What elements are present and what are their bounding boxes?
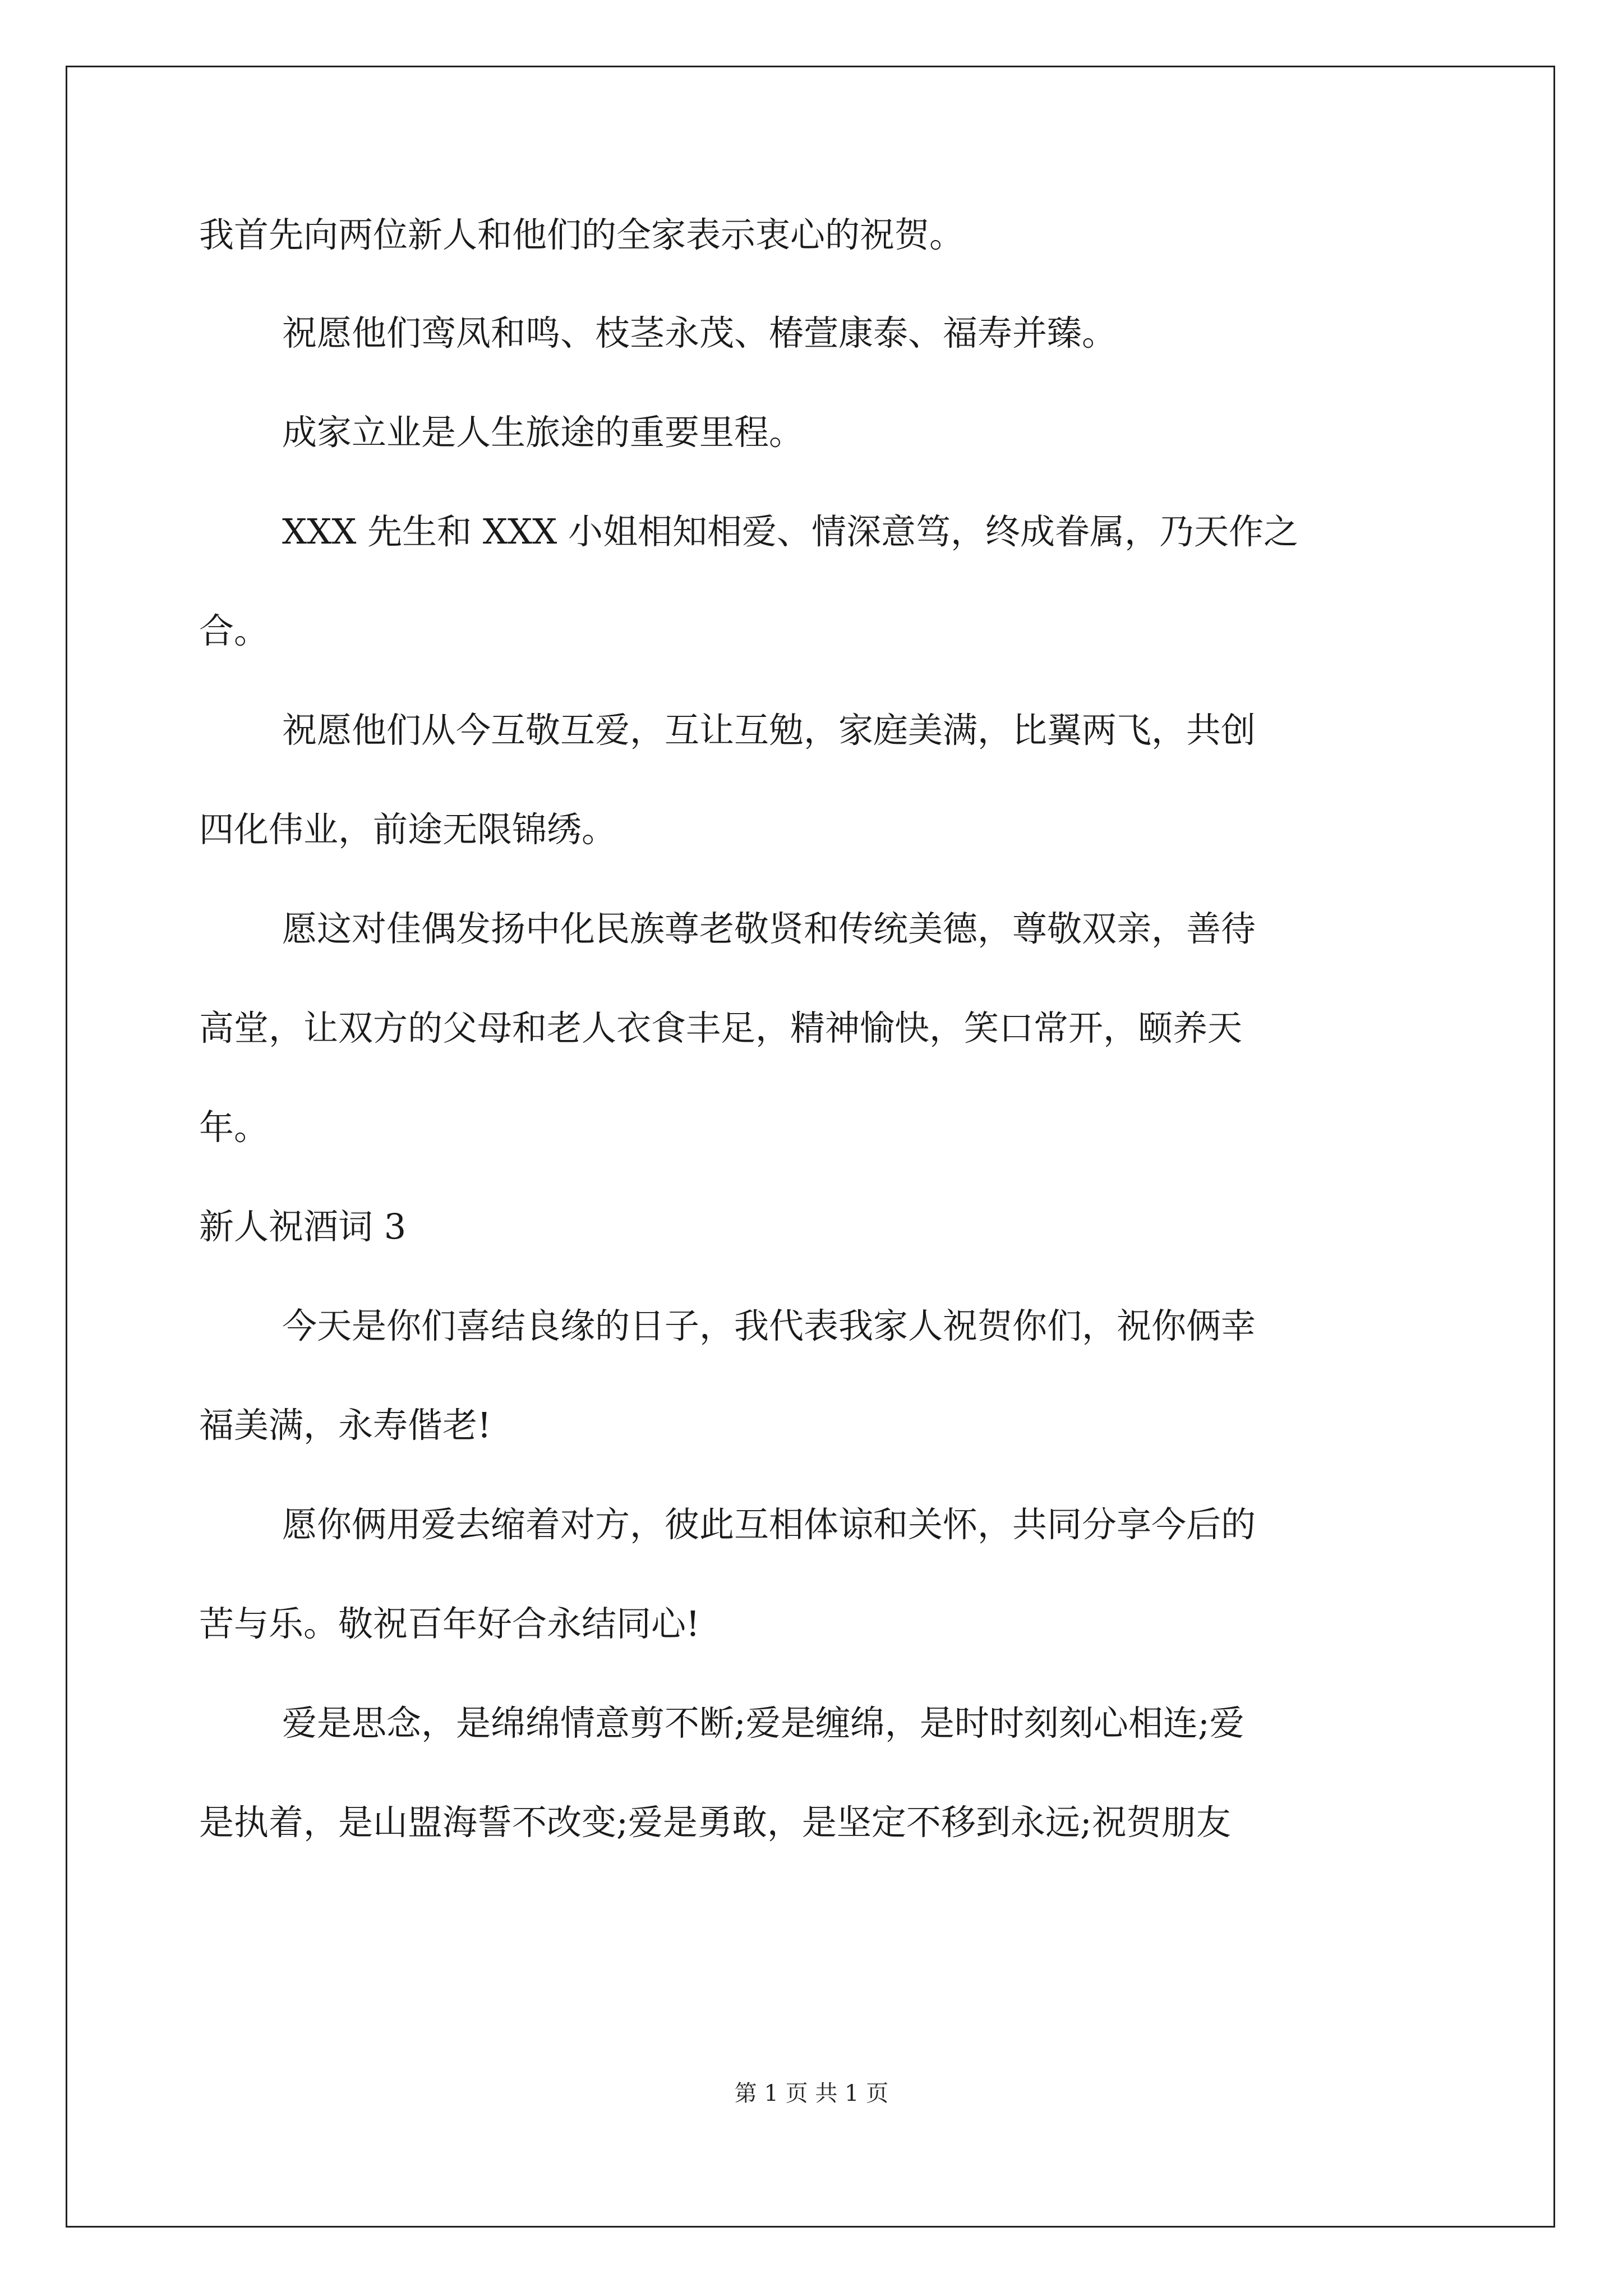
text-line: 四化伟业，前途无限锦绣。 <box>199 809 617 850</box>
text-line: 祝愿他们鸾凤和鸣、枝茎永茂、椿萱康泰、福寿并臻。 <box>282 312 1117 353</box>
page-border <box>66 66 1555 2228</box>
text-line: 成家立业是人生旅途的重要里程。 <box>282 412 804 453</box>
text-line: 福美满，永寿偕老! <box>199 1405 491 1446</box>
text-line: 苦与乐。敬祝百年好合永结同心! <box>199 1603 700 1644</box>
text-line: 今天是你们喜结良缘的日子，我代表我家人祝贺你们，祝你俩幸 <box>282 1305 1256 1346</box>
text-line: 愿这对佳偶发扬中化民族尊老敬贤和传统美德，尊敬双亲，善待 <box>282 908 1256 949</box>
section-heading: 新人祝酒词 3 <box>199 1206 407 1247</box>
text-line: 爱是思念，是绵绵情意剪不断;爱是缠绵，是时时刻刻心相连;爱 <box>282 1703 1244 1743</box>
text-line: 是执着，是山盟海誓不改变;爱是勇敢，是坚定不移到永远;祝贺朋友 <box>199 1802 1231 1843</box>
text-line: 合。 <box>199 610 269 651</box>
page-footer: 第 1 页 共 1 页 <box>734 2081 889 2106</box>
text-line: XXX 先生和 XXX 小姐相知相爱、情深意笃，终成眷属，乃天作之 <box>282 511 1298 552</box>
text-line: 祝愿他们从今互敬互爱，互让互勉，家庭美满，比翼两飞，共创 <box>282 710 1256 751</box>
text-line: 我首先向两位新人和他们的全家表示衷心的祝贺。 <box>199 214 965 255</box>
text-line: 愿你俩用爱去缩着对方，彼此互相体谅和关怀，共同分享今后的 <box>282 1504 1256 1545</box>
text-line: 高堂，让双方的父母和老人衣食丰足，精神愉快，笑口常开，颐养天 <box>199 1007 1243 1048</box>
text-line: 年。 <box>199 1107 269 1148</box>
